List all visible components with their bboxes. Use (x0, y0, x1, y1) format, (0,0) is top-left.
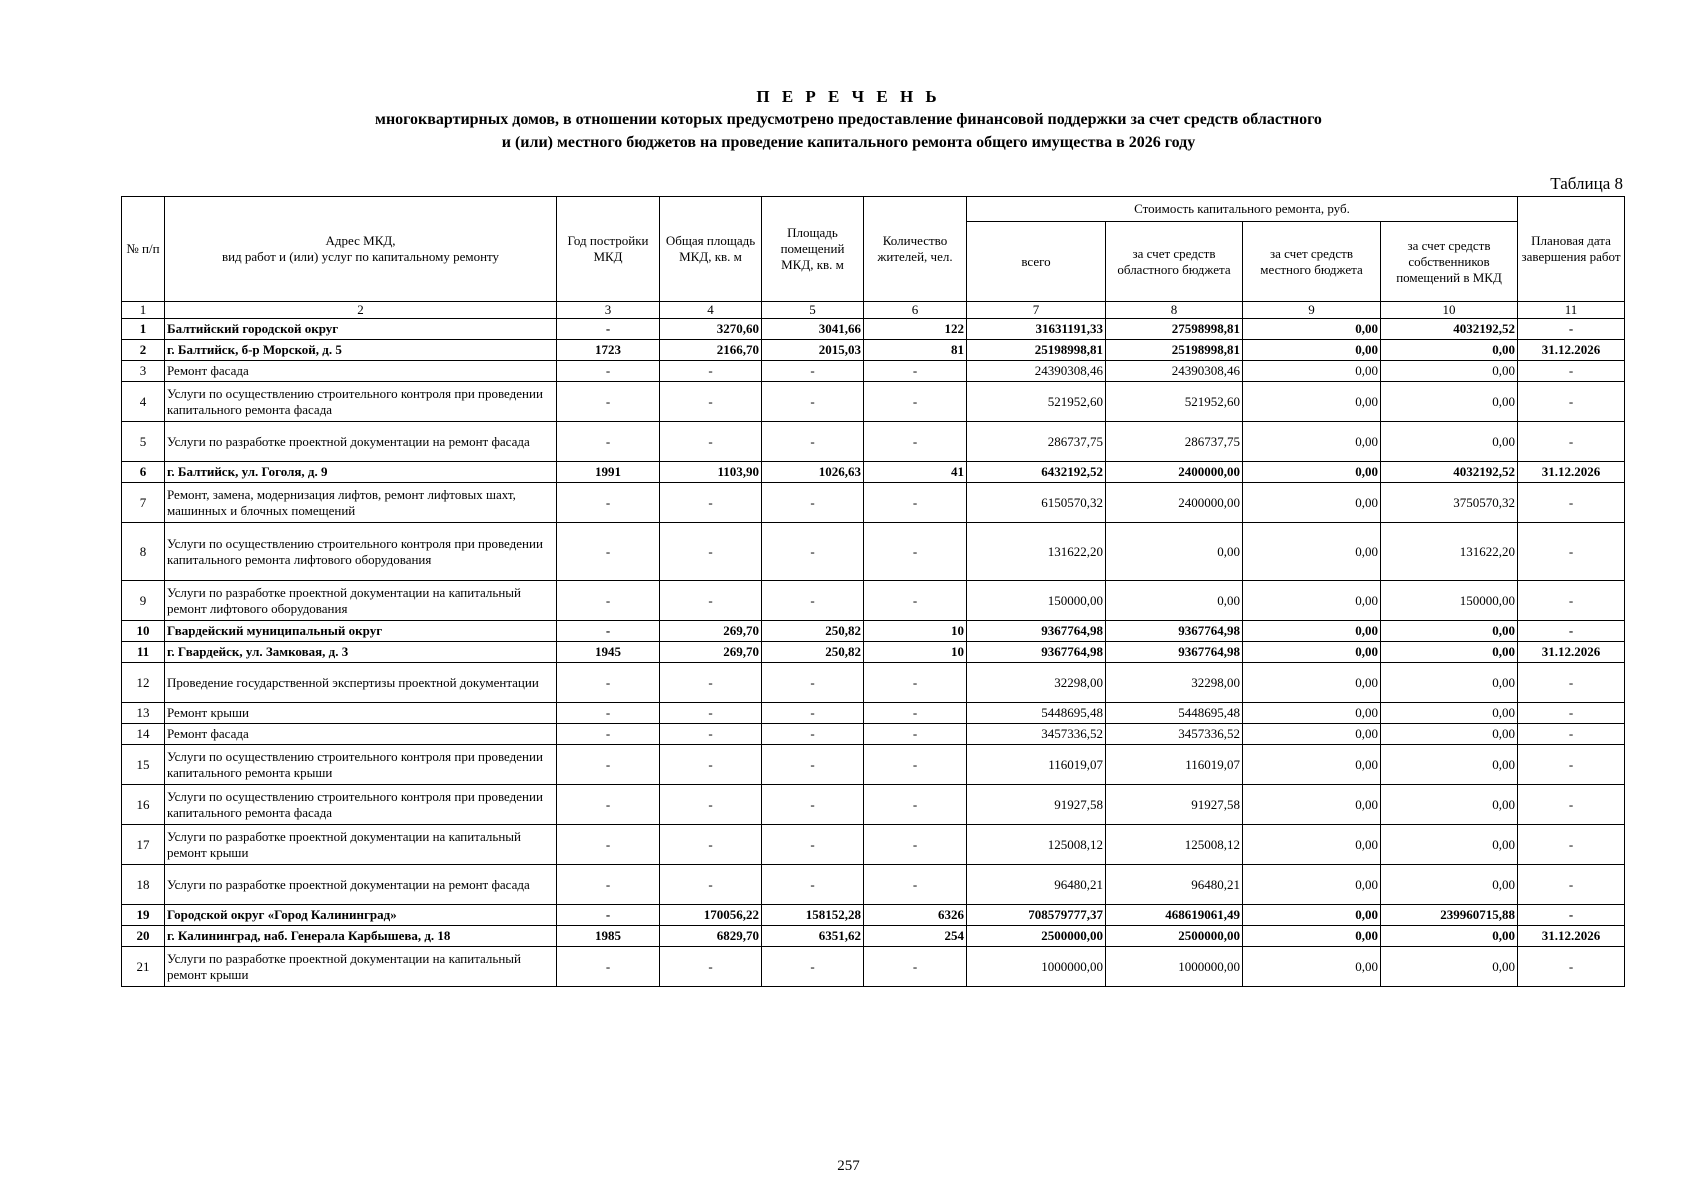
row-residents: - (864, 703, 967, 724)
row-cost-regional: 32298,00 (1106, 663, 1243, 703)
row-total-area: - (660, 947, 762, 987)
row-residents: 81 (864, 340, 967, 361)
row-number: 19 (122, 905, 165, 926)
row-number: 21 (122, 947, 165, 987)
row-number: 4 (122, 382, 165, 422)
row-name: Проведение государственной экспертизы проектной документации (165, 663, 557, 703)
row-year: - (557, 319, 660, 340)
row-premises-area: - (762, 865, 864, 905)
row-total-area: 2166,70 (660, 340, 762, 361)
row-cost-owners: 0,00 (1381, 340, 1518, 361)
row-cost-total: 31631191,33 (967, 319, 1106, 340)
row-premises-area: 158152,28 (762, 905, 864, 926)
header-residents: Количество жителей, чел. (864, 197, 967, 302)
row-residents: 41 (864, 462, 967, 483)
row-cost-regional: 5448695,48 (1106, 703, 1243, 724)
row-total-area: 1103,90 (660, 462, 762, 483)
row-cost-total: 708579777,37 (967, 905, 1106, 926)
row-residents: 254 (864, 926, 967, 947)
row-name: Услуги по разработке проектной документации на капитальный ремонт крыши (165, 947, 557, 987)
table-row (122, 724, 1625, 745)
row-cost-regional: 116019,07 (1106, 745, 1243, 785)
row-premises-area: 2015,03 (762, 340, 864, 361)
row-cost-owners: 0,00 (1381, 621, 1518, 642)
row-total-area: - (660, 724, 762, 745)
row-total-area: - (660, 785, 762, 825)
row-premises-area: 3041,66 (762, 319, 864, 340)
row-premises-area: - (762, 663, 864, 703)
row-residents: 10 (864, 642, 967, 663)
row-total-area: 3270,60 (660, 319, 762, 340)
row-number: 1 (122, 319, 165, 340)
row-planned-date: - (1518, 745, 1625, 785)
row-cost-regional: 91927,58 (1106, 785, 1243, 825)
row-residents: - (864, 663, 967, 703)
row-residents: - (864, 422, 967, 462)
column-number: 2 (165, 302, 557, 319)
row-total-area: 170056,22 (660, 905, 762, 926)
row-year: - (557, 422, 660, 462)
row-residents: - (864, 785, 967, 825)
row-cost-local: 0,00 (1243, 785, 1381, 825)
row-residents: - (864, 361, 967, 382)
row-cost-total: 150000,00 (967, 581, 1106, 621)
row-planned-date: - (1518, 785, 1625, 825)
document-header (0, 86, 1697, 154)
row-cost-regional: 3457336,52 (1106, 724, 1243, 745)
table-row (122, 581, 1625, 621)
row-cost-regional: 9367764,98 (1106, 621, 1243, 642)
row-premises-area: - (762, 947, 864, 987)
row-premises-area: - (762, 523, 864, 581)
row-year: - (557, 905, 660, 926)
row-name: Услуги по осуществлению строительного контроля при проведении капитального ремонта крыши (165, 745, 557, 785)
column-number: 7 (967, 302, 1106, 319)
row-cost-owners: 0,00 (1381, 926, 1518, 947)
row-cost-total: 6432192,52 (967, 462, 1106, 483)
row-cost-regional: 521952,60 (1106, 382, 1243, 422)
row-planned-date: - (1518, 905, 1625, 926)
row-cost-owners: 0,00 (1381, 865, 1518, 905)
header-address: Адрес МКД, вид работ и (или) услуг по капитальному ремонту (165, 197, 557, 302)
row-cost-owners: 0,00 (1381, 422, 1518, 462)
row-residents: - (864, 523, 967, 581)
table-row (122, 319, 1625, 340)
row-cost-regional: 96480,21 (1106, 865, 1243, 905)
row-total-area: 269,70 (660, 621, 762, 642)
row-year: - (557, 483, 660, 523)
row-cost-owners: 0,00 (1381, 724, 1518, 745)
row-cost-total: 9367764,98 (967, 621, 1106, 642)
row-cost-local: 0,00 (1243, 703, 1381, 724)
row-name: г. Гвардейск, ул. Замковая, д. 3 (165, 642, 557, 663)
row-planned-date: - (1518, 724, 1625, 745)
row-name: Ремонт фасада (165, 724, 557, 745)
page-number: 257 (837, 1158, 860, 1174)
row-cost-regional: 27598998,81 (1106, 319, 1243, 340)
row-name: Ремонт, замена, модернизация лифтов, ремонт лифтовых шахт, машинных и блочных помещений (165, 483, 557, 523)
row-cost-owners: 0,00 (1381, 382, 1518, 422)
column-number: 3 (557, 302, 660, 319)
row-name: Услуги по разработке проектной документации на ремонт фасада (165, 865, 557, 905)
row-name: Услуги по осуществлению строительного контроля при проведении капитального ремонта фасада (165, 382, 557, 422)
row-year: - (557, 947, 660, 987)
column-number: 4 (660, 302, 762, 319)
row-year: 1985 (557, 926, 660, 947)
row-cost-total: 25198998,81 (967, 340, 1106, 361)
header-cost-owners: за счет средств собственников помещений в МКД (1381, 222, 1518, 302)
row-year: 1991 (557, 462, 660, 483)
row-planned-date: 31.12.2026 (1518, 926, 1625, 947)
table-row (122, 462, 1625, 483)
row-cost-local: 0,00 (1243, 724, 1381, 745)
row-cost-regional: 1000000,00 (1106, 947, 1243, 987)
row-name: Услуги по разработке проектной документации на капитальный ремонт крыши (165, 825, 557, 865)
row-cost-regional: 9367764,98 (1106, 642, 1243, 663)
row-planned-date: - (1518, 581, 1625, 621)
row-cost-local: 0,00 (1243, 581, 1381, 621)
row-number: 5 (122, 422, 165, 462)
row-cost-owners: 3750570,32 (1381, 483, 1518, 523)
row-total-area: - (660, 483, 762, 523)
row-cost-total: 96480,21 (967, 865, 1106, 905)
row-cost-total: 5448695,48 (967, 703, 1106, 724)
row-residents: 6326 (864, 905, 967, 926)
row-cost-owners: 0,00 (1381, 642, 1518, 663)
table-row (122, 382, 1625, 422)
table-row (122, 825, 1625, 865)
table-body (122, 319, 1625, 987)
row-name: Услуги по осуществлению строительного контроля при проведении капитального ремонта фасада (165, 785, 557, 825)
row-residents: 122 (864, 319, 967, 340)
header-num: № п/п (122, 197, 165, 302)
row-total-area: - (660, 745, 762, 785)
column-number: 6 (864, 302, 967, 319)
row-residents: - (864, 865, 967, 905)
row-premises-area: - (762, 825, 864, 865)
row-total-area: - (660, 865, 762, 905)
row-cost-regional: 468619061,49 (1106, 905, 1243, 926)
row-residents: - (864, 724, 967, 745)
row-name: Услуги по осуществлению строительного контроля при проведении капитального ремонта лифтового оборудования (165, 523, 557, 581)
row-planned-date: - (1518, 621, 1625, 642)
row-cost-local: 0,00 (1243, 947, 1381, 987)
row-name: г. Балтийск, б-р Морской, д. 5 (165, 340, 557, 361)
row-number: 14 (122, 724, 165, 745)
row-total-area: - (660, 422, 762, 462)
row-year: - (557, 825, 660, 865)
row-residents: - (864, 947, 967, 987)
table-row (122, 663, 1625, 703)
row-total-area: - (660, 523, 762, 581)
row-cost-local: 0,00 (1243, 663, 1381, 703)
header-cost-group: Стоимость капитального ремонта, руб. (967, 197, 1518, 222)
row-cost-owners: 4032192,52 (1381, 462, 1518, 483)
row-residents: - (864, 825, 967, 865)
row-cost-local: 0,00 (1243, 483, 1381, 523)
row-cost-owners: 0,00 (1381, 825, 1518, 865)
table-row (122, 642, 1625, 663)
row-number: 17 (122, 825, 165, 865)
table-row (122, 703, 1625, 724)
row-total-area: - (660, 663, 762, 703)
column-number: 11 (1518, 302, 1625, 319)
row-year: - (557, 621, 660, 642)
row-number: 8 (122, 523, 165, 581)
row-planned-date: - (1518, 523, 1625, 581)
row-planned-date: - (1518, 361, 1625, 382)
row-year: - (557, 865, 660, 905)
table-row (122, 947, 1625, 987)
row-year: - (557, 382, 660, 422)
repair-list-table (121, 196, 1625, 987)
row-cost-local: 0,00 (1243, 621, 1381, 642)
column-number: 10 (1381, 302, 1518, 319)
row-premises-area: - (762, 724, 864, 745)
table-row (122, 745, 1625, 785)
row-cost-total: 24390308,46 (967, 361, 1106, 382)
row-premises-area: 250,82 (762, 642, 864, 663)
row-cost-owners: 0,00 (1381, 703, 1518, 724)
row-planned-date: - (1518, 663, 1625, 703)
row-premises-area: - (762, 581, 864, 621)
row-residents: - (864, 483, 967, 523)
row-cost-local: 0,00 (1243, 462, 1381, 483)
row-cost-owners: 239960715,88 (1381, 905, 1518, 926)
row-planned-date: - (1518, 865, 1625, 905)
row-year: - (557, 724, 660, 745)
row-name: Ремонт крыши (165, 703, 557, 724)
row-planned-date: - (1518, 703, 1625, 724)
row-number: 3 (122, 361, 165, 382)
row-cost-owners: 150000,00 (1381, 581, 1518, 621)
document-subtitle-line-1: многоквартирных домов, в отношении которых предусмотрено предоставление финансовой поддержки за счет средств областного (375, 111, 1322, 128)
row-cost-total: 521952,60 (967, 382, 1106, 422)
row-cost-local: 0,00 (1243, 865, 1381, 905)
row-cost-total: 6150570,32 (967, 483, 1106, 523)
row-number: 2 (122, 340, 165, 361)
column-number: 1 (122, 302, 165, 319)
row-cost-regional: 0,00 (1106, 581, 1243, 621)
row-cost-owners: 0,00 (1381, 947, 1518, 987)
row-cost-regional: 24390308,46 (1106, 361, 1243, 382)
row-year: - (557, 361, 660, 382)
row-planned-date: - (1518, 825, 1625, 865)
table-row (122, 523, 1625, 581)
row-year: - (557, 703, 660, 724)
row-name: Городской округ «Город Калининград» (165, 905, 557, 926)
row-planned-date: - (1518, 422, 1625, 462)
column-numbers-row (122, 302, 1625, 319)
row-number: 11 (122, 642, 165, 663)
row-cost-total: 116019,07 (967, 745, 1106, 785)
row-year: - (557, 581, 660, 621)
table-row (122, 483, 1625, 523)
row-premises-area: - (762, 703, 864, 724)
row-total-area: - (660, 825, 762, 865)
row-planned-date: - (1518, 382, 1625, 422)
row-planned-date: 31.12.2026 (1518, 340, 1625, 361)
row-year: - (557, 785, 660, 825)
row-cost-local: 0,00 (1243, 340, 1381, 361)
row-cost-local: 0,00 (1243, 745, 1381, 785)
row-cost-local: 0,00 (1243, 422, 1381, 462)
row-cost-total: 3457336,52 (967, 724, 1106, 745)
header-year: Год постройки МКД (557, 197, 660, 302)
row-premises-area: 6351,62 (762, 926, 864, 947)
row-cost-regional: 2400000,00 (1106, 462, 1243, 483)
row-cost-owners: 0,00 (1381, 745, 1518, 785)
table-row (122, 340, 1625, 361)
row-cost-owners: 0,00 (1381, 785, 1518, 825)
row-cost-local: 0,00 (1243, 926, 1381, 947)
row-total-area: - (660, 382, 762, 422)
table-header (122, 197, 1625, 319)
table-row (122, 926, 1625, 947)
row-name: Услуги по разработке проектной документации на ремонт фасада (165, 422, 557, 462)
row-name: г. Калининград, наб. Генерала Карбышева, д. 18 (165, 926, 557, 947)
row-number: 12 (122, 663, 165, 703)
row-cost-owners: 131622,20 (1381, 523, 1518, 581)
table-row (122, 865, 1625, 905)
row-cost-total: 2500000,00 (967, 926, 1106, 947)
row-cost-total: 131622,20 (967, 523, 1106, 581)
header-cost-total: всего (967, 222, 1106, 302)
row-year: - (557, 663, 660, 703)
table-row (122, 422, 1625, 462)
row-premises-area: - (762, 483, 864, 523)
row-premises-area: 1026,63 (762, 462, 864, 483)
row-total-area: - (660, 581, 762, 621)
row-total-area: 269,70 (660, 642, 762, 663)
row-number: 15 (122, 745, 165, 785)
table-row (122, 621, 1625, 642)
row-premises-area: - (762, 745, 864, 785)
row-cost-local: 0,00 (1243, 905, 1381, 926)
row-total-area: 6829,70 (660, 926, 762, 947)
row-number: 18 (122, 865, 165, 905)
row-cost-regional: 286737,75 (1106, 422, 1243, 462)
row-year: 1723 (557, 340, 660, 361)
row-cost-regional: 2500000,00 (1106, 926, 1243, 947)
column-number: 9 (1243, 302, 1381, 319)
header-total-area: Общая площадь МКД, кв. м (660, 197, 762, 302)
row-cost-regional: 25198998,81 (1106, 340, 1243, 361)
row-cost-total: 91927,58 (967, 785, 1106, 825)
header-cost-regional: за счет средств областного бюджета (1106, 222, 1243, 302)
row-cost-total: 9367764,98 (967, 642, 1106, 663)
header-cost-local: за счет средств местного бюджета (1243, 222, 1381, 302)
table-label: Таблица 8 (1550, 174, 1623, 193)
header-planned-date: Плановая дата завершения работ (1518, 197, 1625, 302)
row-total-area: - (660, 361, 762, 382)
row-number: 16 (122, 785, 165, 825)
row-cost-local: 0,00 (1243, 642, 1381, 663)
row-name: Балтийский городской округ (165, 319, 557, 340)
row-year: - (557, 745, 660, 785)
row-cost-regional: 2400000,00 (1106, 483, 1243, 523)
table-row (122, 905, 1625, 926)
row-cost-regional: 125008,12 (1106, 825, 1243, 865)
row-number: 20 (122, 926, 165, 947)
row-premises-area: - (762, 785, 864, 825)
row-number: 6 (122, 462, 165, 483)
row-cost-total: 125008,12 (967, 825, 1106, 865)
row-year: - (557, 523, 660, 581)
row-cost-owners: 0,00 (1381, 663, 1518, 703)
row-residents: - (864, 745, 967, 785)
row-cost-local: 0,00 (1243, 361, 1381, 382)
row-cost-total: 286737,75 (967, 422, 1106, 462)
row-cost-local: 0,00 (1243, 825, 1381, 865)
row-cost-local: 0,00 (1243, 382, 1381, 422)
table-row (122, 361, 1625, 382)
row-residents: - (864, 382, 967, 422)
table-row (122, 785, 1625, 825)
row-number: 13 (122, 703, 165, 724)
row-planned-date: - (1518, 319, 1625, 340)
row-name: Услуги по разработке проектной документации на капитальный ремонт лифтового оборудования (165, 581, 557, 621)
column-number: 5 (762, 302, 864, 319)
row-planned-date: - (1518, 483, 1625, 523)
document-subtitle-line-2: и (или) местного бюджетов на проведение капитального ремонта общего имущества в 2026 году (501, 134, 1196, 151)
row-premises-area: 250,82 (762, 621, 864, 642)
header-premises-area: Площадь помещений МКД, кв. м (762, 197, 864, 302)
row-name: г. Балтийск, ул. Гоголя, д. 9 (165, 462, 557, 483)
row-total-area: - (660, 703, 762, 724)
row-cost-local: 0,00 (1243, 319, 1381, 340)
document-title: П Е Р Е Ч Е Н Ь (756, 87, 941, 106)
row-cost-owners: 0,00 (1381, 361, 1518, 382)
row-number: 9 (122, 581, 165, 621)
row-year: 1945 (557, 642, 660, 663)
row-cost-owners: 4032192,52 (1381, 319, 1518, 340)
row-premises-area: - (762, 361, 864, 382)
row-premises-area: - (762, 422, 864, 462)
row-planned-date: - (1518, 947, 1625, 987)
row-premises-area: - (762, 382, 864, 422)
row-planned-date: 31.12.2026 (1518, 462, 1625, 483)
row-cost-total: 1000000,00 (967, 947, 1106, 987)
row-cost-regional: 0,00 (1106, 523, 1243, 581)
row-residents: 10 (864, 621, 967, 642)
row-number: 7 (122, 483, 165, 523)
row-cost-local: 0,00 (1243, 523, 1381, 581)
row-name: Ремонт фасада (165, 361, 557, 382)
column-number: 8 (1106, 302, 1243, 319)
row-name: Гвардейский муниципальный округ (165, 621, 557, 642)
row-cost-total: 32298,00 (967, 663, 1106, 703)
row-number: 10 (122, 621, 165, 642)
row-planned-date: 31.12.2026 (1518, 642, 1625, 663)
row-residents: - (864, 581, 967, 621)
